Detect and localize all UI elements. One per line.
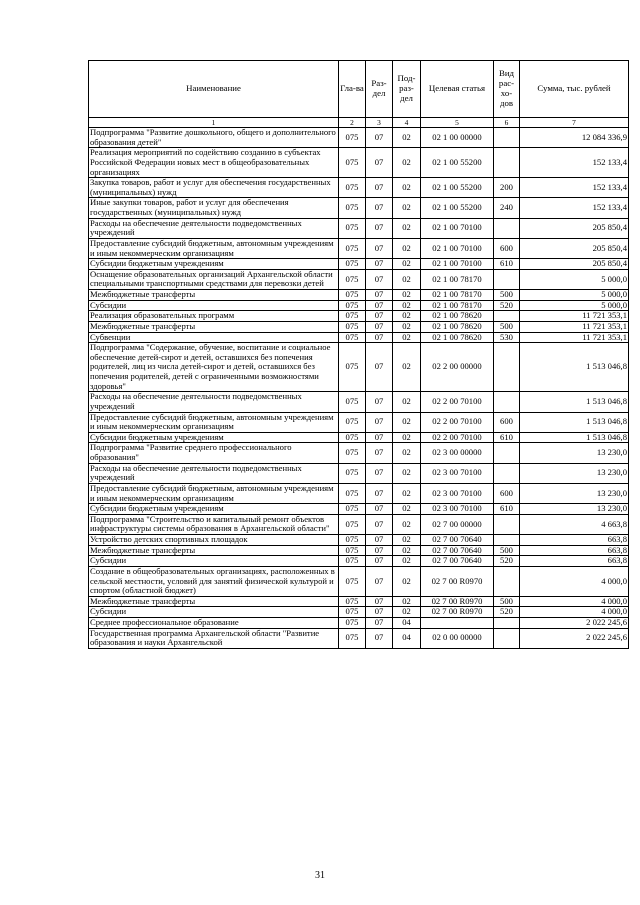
row-target: 02 1 00 55200 <box>421 178 494 198</box>
table-row <box>89 556 629 567</box>
row-target: 02 7 00 00000 <box>421 514 494 534</box>
row-sum: 11 721 353,1 <box>520 332 629 343</box>
table-row <box>89 628 629 648</box>
column-number: 5 <box>421 118 494 128</box>
row-name: Реализация мероприятий по содействию созданию в субъектах Российской Федерации новых мест в общеобразовательных организациях <box>89 148 339 178</box>
row-name: Субсидии бюджетным учреждениям <box>89 504 339 515</box>
column-number: 6 <box>494 118 520 128</box>
row-target: 02 3 00 70100 <box>421 463 494 483</box>
table-row <box>89 332 629 343</box>
table-row <box>89 321 629 332</box>
row-section: 07 <box>366 300 393 311</box>
row-expense-type <box>494 148 520 178</box>
row-target: 02 1 00 78170 <box>421 269 494 289</box>
row-subsection: 02 <box>393 545 421 556</box>
row-subsection: 02 <box>393 514 421 534</box>
row-expense-type <box>494 514 520 534</box>
row-expense-type <box>494 128 520 148</box>
row-chapter: 075 <box>339 596 366 607</box>
row-expense-type <box>494 311 520 322</box>
row-subsection: 02 <box>393 566 421 596</box>
row-target: 02 2 00 70100 <box>421 392 494 412</box>
table-row <box>89 178 629 198</box>
row-name: Субвенции <box>89 332 339 343</box>
row-section: 07 <box>366 514 393 534</box>
row-sum: 4 663,8 <box>520 514 629 534</box>
table-row <box>89 343 629 392</box>
column-number: 2 <box>339 118 366 128</box>
row-subsection: 02 <box>393 556 421 567</box>
table-row <box>89 483 629 503</box>
row-subsection: 02 <box>393 218 421 238</box>
row-sum: 4 000,0 <box>520 566 629 596</box>
row-expense-type: 520 <box>494 556 520 567</box>
row-section: 07 <box>366 596 393 607</box>
table-row <box>89 618 629 629</box>
row-expense-type: 610 <box>494 259 520 270</box>
row-subsection: 02 <box>393 504 421 515</box>
row-target: 02 1 00 78170 <box>421 300 494 311</box>
row-subsection: 02 <box>393 432 421 443</box>
row-section: 07 <box>366 535 393 546</box>
row-subsection: 02 <box>393 596 421 607</box>
row-target: 02 7 00 R0970 <box>421 607 494 618</box>
row-sum: 663,8 <box>520 535 629 546</box>
row-name: Государственная программа Архангельской области "Развитие образования и науки Архангельской <box>89 628 339 648</box>
row-chapter: 075 <box>339 504 366 515</box>
row-expense-type: 610 <box>494 432 520 443</box>
row-expense-type <box>494 343 520 392</box>
row-name: Субсидии <box>89 556 339 567</box>
row-sum: 152 133,4 <box>520 148 629 178</box>
row-subsection: 02 <box>393 238 421 258</box>
column-number: 4 <box>393 118 421 128</box>
row-section: 07 <box>366 332 393 343</box>
row-section: 07 <box>366 545 393 556</box>
row-section: 07 <box>366 259 393 270</box>
row-name: Межбюджетные трансферты <box>89 545 339 556</box>
row-sum: 13 230,0 <box>520 504 629 515</box>
row-chapter: 075 <box>339 618 366 629</box>
row-name: Оснащение образовательных организаций Архангельской области специальными транспортными средствами для перевозки детей <box>89 269 339 289</box>
row-section: 07 <box>366 463 393 483</box>
row-name: Межбюджетные трансферты <box>89 321 339 332</box>
row-sum: 205 850,4 <box>520 259 629 270</box>
row-target: 02 0 00 00000 <box>421 628 494 648</box>
table-row <box>89 300 629 311</box>
row-section: 07 <box>366 443 393 463</box>
table-row <box>89 514 629 534</box>
row-section: 07 <box>366 556 393 567</box>
row-section: 07 <box>366 607 393 618</box>
row-chapter: 075 <box>339 628 366 648</box>
row-subsection: 02 <box>393 332 421 343</box>
row-sum: 4 000,0 <box>520 596 629 607</box>
row-subsection: 02 <box>393 259 421 270</box>
row-name: Межбюджетные трансферты <box>89 596 339 607</box>
row-expense-type: 500 <box>494 321 520 332</box>
row-section: 07 <box>366 218 393 238</box>
row-target: 02 7 00 R0970 <box>421 566 494 596</box>
row-name: Межбюджетные трансферты <box>89 290 339 301</box>
row-name: Создание в общеобразовательных организациях, расположенных в сельской местности, условий для занятий физической культурой и спортом (областной бюджет) <box>89 566 339 596</box>
row-section: 07 <box>366 269 393 289</box>
row-expense-type <box>494 443 520 463</box>
row-sum: 152 133,4 <box>520 198 629 218</box>
row-expense-type: 500 <box>494 290 520 301</box>
row-target: 02 1 00 70100 <box>421 259 494 270</box>
row-expense-type <box>494 463 520 483</box>
row-name: Субсидии <box>89 607 339 618</box>
row-expense-type: 520 <box>494 607 520 618</box>
column-number-row <box>89 118 629 128</box>
row-name: Подпрограмма "Строительство и капитальный ремонт объектов инфраструктуры системы образования в Архангельской области" <box>89 514 339 534</box>
row-chapter: 075 <box>339 443 366 463</box>
row-target: 02 3 00 70100 <box>421 483 494 503</box>
row-subsection: 02 <box>393 443 421 463</box>
row-chapter: 075 <box>339 128 366 148</box>
table-row <box>89 259 629 270</box>
row-sum: 1 513 046,8 <box>520 392 629 412</box>
row-expense-type: 600 <box>494 238 520 258</box>
row-name: Субсидии бюджетным учреждениям <box>89 259 339 270</box>
row-expense-type: 530 <box>494 332 520 343</box>
row-chapter: 075 <box>339 412 366 432</box>
row-target: 02 1 00 55200 <box>421 198 494 218</box>
row-target: 02 3 00 00000 <box>421 443 494 463</box>
table-row <box>89 238 629 258</box>
header-sum: Сумма, тыс. рублей <box>520 61 629 118</box>
row-name: Предоставление субсидий бюджетным, автономным учреждениям и иным некоммерческим организациям <box>89 483 339 503</box>
row-name: Расходы на обеспечение деятельности подведомственных учреждений <box>89 463 339 483</box>
row-subsection: 02 <box>393 392 421 412</box>
row-chapter: 075 <box>339 556 366 567</box>
row-expense-type <box>494 218 520 238</box>
row-section: 07 <box>366 290 393 301</box>
row-section: 07 <box>366 178 393 198</box>
budget-table <box>88 60 629 649</box>
row-name: Предоставление субсидий бюджетным, автономным учреждениям и иным некоммерческим организациям <box>89 238 339 258</box>
row-target: 02 1 00 78620 <box>421 311 494 322</box>
row-chapter: 075 <box>339 343 366 392</box>
table-row <box>89 463 629 483</box>
row-section: 07 <box>366 504 393 515</box>
row-subsection: 02 <box>393 343 421 392</box>
row-subsection: 02 <box>393 321 421 332</box>
row-name: Расходы на обеспечение деятельности подведомственных учреждений <box>89 218 339 238</box>
row-name: Устройство детских спортивных площадок <box>89 535 339 546</box>
row-sum: 1 513 046,8 <box>520 412 629 432</box>
table-body <box>89 128 629 649</box>
row-expense-type: 500 <box>494 545 520 556</box>
table-header-row <box>89 61 629 118</box>
row-section: 07 <box>366 343 393 392</box>
row-section: 07 <box>366 238 393 258</box>
column-number: 1 <box>89 118 339 128</box>
row-section: 07 <box>366 311 393 322</box>
row-expense-type <box>494 269 520 289</box>
row-sum: 4 000,0 <box>520 607 629 618</box>
row-chapter: 075 <box>339 483 366 503</box>
row-subsection: 02 <box>393 300 421 311</box>
row-target: 02 1 00 78620 <box>421 321 494 332</box>
row-expense-type: 520 <box>494 300 520 311</box>
row-subsection: 02 <box>393 128 421 148</box>
row-section: 07 <box>366 148 393 178</box>
row-name: Подпрограмма "Развитие дошкольного, общего и дополнительного образования детей" <box>89 128 339 148</box>
row-section: 07 <box>366 128 393 148</box>
row-sum: 5 000,0 <box>520 300 629 311</box>
row-chapter: 075 <box>339 290 366 301</box>
row-name: Расходы на обеспечение деятельности подведомственных учреждений <box>89 392 339 412</box>
row-target: 02 1 00 70100 <box>421 218 494 238</box>
row-target: 02 1 00 00000 <box>421 128 494 148</box>
table-row <box>89 269 629 289</box>
row-expense-type <box>494 628 520 648</box>
row-section: 07 <box>366 566 393 596</box>
table-row <box>89 596 629 607</box>
header-expense-type: Вид рас-хо-дов <box>494 61 520 118</box>
row-subsection: 02 <box>393 412 421 432</box>
row-chapter: 075 <box>339 259 366 270</box>
table-row <box>89 535 629 546</box>
row-target: 02 1 00 78620 <box>421 332 494 343</box>
row-sum: 2 022 245,6 <box>520 618 629 629</box>
row-expense-type <box>494 392 520 412</box>
row-sum: 663,8 <box>520 545 629 556</box>
row-subsection: 04 <box>393 618 421 629</box>
row-chapter: 075 <box>339 332 366 343</box>
header-name: Наименование <box>89 61 339 118</box>
row-sum: 205 850,4 <box>520 238 629 258</box>
row-expense-type: 610 <box>494 504 520 515</box>
table-row <box>89 412 629 432</box>
row-target: 02 7 00 70640 <box>421 535 494 546</box>
row-chapter: 075 <box>339 432 366 443</box>
table-row <box>89 392 629 412</box>
row-expense-type: 500 <box>494 596 520 607</box>
row-subsection: 02 <box>393 311 421 322</box>
row-sum: 5 000,0 <box>520 290 629 301</box>
row-section: 07 <box>366 392 393 412</box>
row-subsection: 04 <box>393 628 421 648</box>
table-row <box>89 566 629 596</box>
row-subsection: 02 <box>393 535 421 546</box>
row-target: 02 1 00 55200 <box>421 148 494 178</box>
row-expense-type <box>494 566 520 596</box>
row-sum: 12 084 336,9 <box>520 128 629 148</box>
row-sum: 13 230,0 <box>520 463 629 483</box>
header-section: Раз-дел <box>366 61 393 118</box>
row-chapter: 075 <box>339 300 366 311</box>
row-section: 07 <box>366 618 393 629</box>
table-row <box>89 432 629 443</box>
row-chapter: 075 <box>339 269 366 289</box>
row-section: 07 <box>366 628 393 648</box>
row-expense-type: 600 <box>494 483 520 503</box>
row-subsection: 02 <box>393 607 421 618</box>
row-chapter: 075 <box>339 566 366 596</box>
row-expense-type: 200 <box>494 178 520 198</box>
row-section: 07 <box>366 432 393 443</box>
row-expense-type: 240 <box>494 198 520 218</box>
row-section: 07 <box>366 483 393 503</box>
row-chapter: 075 <box>339 535 366 546</box>
page-number: 31 <box>315 870 325 881</box>
row-section: 07 <box>366 321 393 332</box>
row-chapter: 075 <box>339 392 366 412</box>
row-target: 02 2 00 70100 <box>421 412 494 432</box>
row-subsection: 02 <box>393 290 421 301</box>
row-subsection: 02 <box>393 148 421 178</box>
row-target: 02 7 00 R0970 <box>421 596 494 607</box>
table-row <box>89 504 629 515</box>
row-chapter: 075 <box>339 321 366 332</box>
row-subsection: 02 <box>393 269 421 289</box>
row-name: Закупка товаров, работ и услуг для обеспечения государственных (муниципальных) нужд <box>89 178 339 198</box>
row-expense-type <box>494 535 520 546</box>
row-chapter: 075 <box>339 311 366 322</box>
row-name: Иные закупки товаров, работ и услуг для обеспечения государственных (муниципальных) нужд <box>89 198 339 218</box>
column-number: 3 <box>366 118 393 128</box>
row-subsection: 02 <box>393 483 421 503</box>
row-sum: 152 133,4 <box>520 178 629 198</box>
row-name: Среднее профессиональное образование <box>89 618 339 629</box>
row-sum: 2 022 245,6 <box>520 628 629 648</box>
table-row <box>89 128 629 148</box>
table-row <box>89 198 629 218</box>
row-sum: 5 000,0 <box>520 269 629 289</box>
row-chapter: 075 <box>339 198 366 218</box>
row-chapter: 075 <box>339 463 366 483</box>
row-target: 02 3 00 70100 <box>421 504 494 515</box>
row-subsection: 02 <box>393 198 421 218</box>
row-sum: 11 721 353,1 <box>520 321 629 332</box>
row-target <box>421 618 494 629</box>
row-sum: 663,8 <box>520 556 629 567</box>
row-target: 02 7 00 70640 <box>421 556 494 567</box>
row-chapter: 075 <box>339 218 366 238</box>
table-row <box>89 443 629 463</box>
row-subsection: 02 <box>393 178 421 198</box>
row-target: 02 1 00 70100 <box>421 238 494 258</box>
row-target: 02 1 00 78170 <box>421 290 494 301</box>
row-target: 02 2 00 00000 <box>421 343 494 392</box>
table-row <box>89 148 629 178</box>
row-name: Подпрограмма "Развитие среднего профессионального образования" <box>89 443 339 463</box>
header-target: Целевая статья <box>421 61 494 118</box>
row-chapter: 075 <box>339 514 366 534</box>
table-row <box>89 290 629 301</box>
row-sum: 1 513 046,8 <box>520 343 629 392</box>
row-expense-type <box>494 618 520 629</box>
row-chapter: 075 <box>339 178 366 198</box>
header-chapter: Гла-ва <box>339 61 366 118</box>
row-sum: 11 721 353,1 <box>520 311 629 322</box>
row-name: Подпрограмма "Содержание, обучение, воспитание и социальное обеспечение детей-сирот и детей, оставшихся без попечения родителей, лиц из числа детей-сирот и детей, оставшихся без попечения родителей, детей с ограниченными возможностями здоровья" <box>89 343 339 392</box>
column-number: 7 <box>520 118 629 128</box>
row-subsection: 02 <box>393 463 421 483</box>
row-section: 07 <box>366 198 393 218</box>
row-chapter: 075 <box>339 607 366 618</box>
row-target: 02 7 00 70640 <box>421 545 494 556</box>
row-sum: 1 513 046,8 <box>520 432 629 443</box>
row-chapter: 075 <box>339 545 366 556</box>
table-row <box>89 607 629 618</box>
row-section: 07 <box>366 412 393 432</box>
row-target: 02 2 00 70100 <box>421 432 494 443</box>
row-name: Субсидии бюджетным учреждениям <box>89 432 339 443</box>
row-chapter: 075 <box>339 148 366 178</box>
header-subsection: Под-раз-дел <box>393 61 421 118</box>
row-name: Реализация образовательных программ <box>89 311 339 322</box>
row-chapter: 075 <box>339 238 366 258</box>
row-sum: 205 850,4 <box>520 218 629 238</box>
table-row <box>89 218 629 238</box>
row-expense-type: 600 <box>494 412 520 432</box>
row-name: Субсидии <box>89 300 339 311</box>
table-row <box>89 545 629 556</box>
row-name: Предоставление субсидий бюджетным, автономным учреждениям и иным некоммерческим организациям <box>89 412 339 432</box>
row-sum: 13 230,0 <box>520 443 629 463</box>
row-sum: 13 230,0 <box>520 483 629 503</box>
table-row <box>89 311 629 322</box>
